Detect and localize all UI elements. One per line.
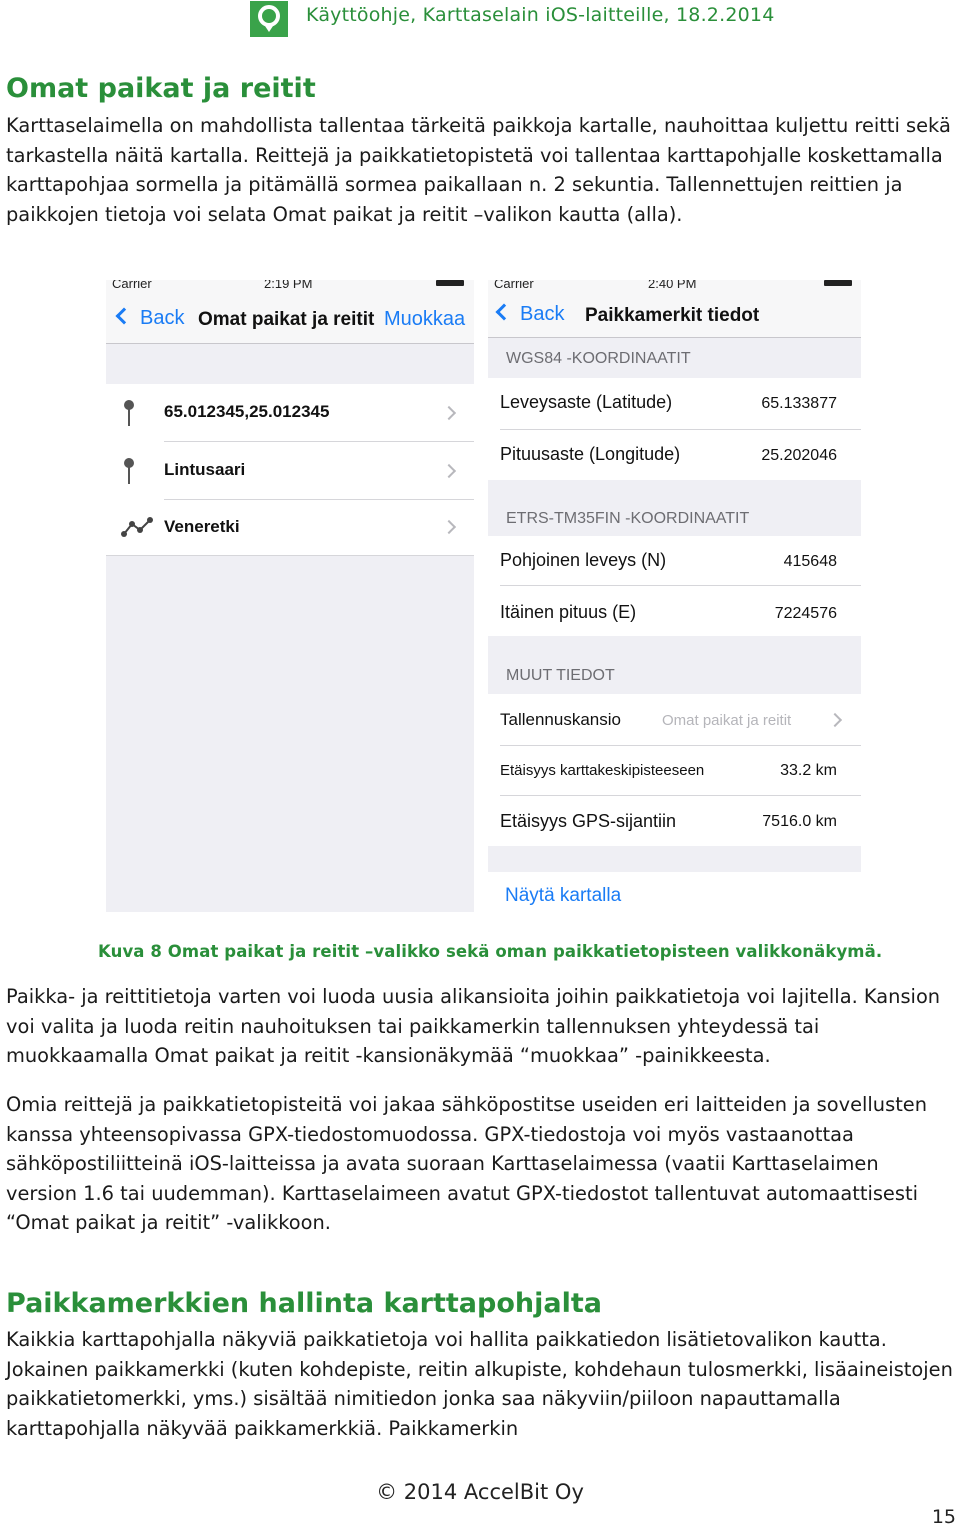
list-item-label: 65.012345,25.012345 <box>164 402 330 421</box>
route-icon <box>120 516 154 538</box>
detail-row-north <box>488 536 861 586</box>
detail-value: 65.133877 <box>761 395 837 412</box>
detail-row-folder[interactable] <box>488 694 861 746</box>
gpx-paragraph: Omia reittejä ja paikkatietopisteitä voi jakaa sähköpostitse useiden eri laitteiden ja sovellusten kanssa yhteensopivassa GPX-tiedostomuodossa. GPX-tiedostoja voi myös vastaanottaa sähköpostiliitteinä iOS-laitteissa ja avata suoraan Karttaselaimessa (vaatii Karttaselaimen version 1.6 tai uudemman). Karttaselaimeen avatut GPX-tiedostot tallentuvat automaattisesti “Omat paikat ja reitit” -valikkoon. <box>6 1093 928 1235</box>
figure-caption: Kuva 8 Omat paikat ja reitit –valikko sekä oman paikkatietopisteen valikkonäkymä. <box>98 942 883 961</box>
map-pin-logo-icon <box>250 1 288 37</box>
detail-row-east <box>488 586 861 636</box>
detail-label: Pituusaste (Longitude) <box>500 444 681 464</box>
detail-row-distance-center <box>488 746 861 796</box>
page-number: 15 <box>931 1506 956 1528</box>
detail-value: 33.2 km <box>780 762 837 779</box>
section-heading-omat-paikat: Omat paikat ja reitit <box>6 73 316 104</box>
battery-icon <box>436 280 464 286</box>
detail-value: 25.202046 <box>761 447 837 464</box>
folders-paragraph: Paikka- ja reittitietoja varten voi luoda uusia alikansioita joihin paikkatietoja voi lajitella. Kansion voi valita ja luoda reitin nauhoituksen tai paikkamerkin tallennuksen yhteydessä tai muokkaamalla Omat paikat ja reitit -kansionäkymää “muokkaa” -painikkeesta. <box>6 985 941 1068</box>
status-bar <box>488 280 861 292</box>
pin-icon <box>124 458 134 484</box>
list-item[interactable] <box>106 442 474 500</box>
section-header-wgs84: WGS84 -KOORDINAATIT <box>506 350 691 367</box>
pin-icon <box>124 400 134 426</box>
status-time: 2:19 PM <box>264 280 313 291</box>
detail-label: Leveysaste (Latitude) <box>500 392 673 412</box>
list-item-label: Lintusaari <box>164 460 246 479</box>
page-header <box>248 0 960 40</box>
footer-copyright: © 2014 AccelBit Oy <box>376 1480 584 1504</box>
list-item[interactable] <box>106 500 474 556</box>
section-header-bg <box>488 338 861 378</box>
section-spacer <box>488 846 861 872</box>
navbar <box>106 280 474 344</box>
placemark-paragraph: Kaikkia karttapohjalla näkyviä paikkatietoja voi hallita paikkatiedon lisätietovalikon kautta. Jokainen paikkamerkki (kuten kohdepiste, reitin alkupiste, kohdehaun tulosmerkki, lisäaineistojen paikkatietomerkki, yms.) sisältää nimitiedon jonka saa näkyviin/piiloon napauttamalla karttapohjalla näkyvää paikkamerkkiä. Paikkamerkin <box>6 1328 953 1440</box>
list-item[interactable] <box>106 384 474 442</box>
detail-label: Itäinen pituus (E) <box>500 602 637 622</box>
detail-label: Etäisyys karttakeskipisteeseen <box>500 762 705 779</box>
section-header-bg <box>488 480 861 536</box>
section-header-bg <box>488 636 861 694</box>
section-header-etrs: ETRS-TM35FIN -KOORDINAATIT <box>506 510 750 527</box>
nav-title: Omat paikat ja reitit <box>198 309 375 330</box>
detail-value: 415648 <box>783 553 837 570</box>
edit-button[interactable]: Muokkaa <box>384 308 466 330</box>
list-item-label: Veneretki <box>164 517 240 536</box>
battery-icon <box>824 280 852 286</box>
detail-label: Pohjoinen leveys (N) <box>500 550 667 570</box>
detail-row-latitude <box>488 378 861 430</box>
section-header-other: MUUT TIEDOT <box>506 667 615 684</box>
chevron-right-icon <box>828 713 842 727</box>
status-time: 2:40 PM <box>648 280 697 291</box>
back-button[interactable]: Back <box>498 303 564 326</box>
detail-label: Tallennuskansio <box>500 710 621 729</box>
chevron-right-icon <box>442 406 456 420</box>
status-bar <box>106 280 474 292</box>
navbar <box>488 280 861 338</box>
detail-label: Etäisyys GPS-sijantiin <box>500 811 677 831</box>
back-button[interactable]: Back <box>118 307 184 330</box>
detail-row-longitude <box>488 430 861 480</box>
carrier-label: Carrier <box>112 280 152 291</box>
nav-title: Paikkamerkit tiedot <box>585 305 760 326</box>
detail-value: 7516.0 km <box>762 813 837 830</box>
chevron-left-icon <box>496 304 513 321</box>
detail-value: 7224576 <box>774 605 837 622</box>
screenshot-placemark-details <box>488 280 861 910</box>
carrier-label: Carrier <box>494 280 534 291</box>
chevron-right-icon <box>442 520 456 534</box>
show-on-map-button[interactable]: Näytä kartalla <box>505 885 622 906</box>
document-title: Käyttöohje, Karttaselain iOS-laitteille, 18.2.2014 <box>306 4 775 26</box>
section-heading-paikkamerkit: Paikkamerkkien hallinta karttapohjalta <box>6 1288 602 1319</box>
detail-row-distance-gps <box>488 796 861 846</box>
screenshot-my-places-list <box>106 280 474 912</box>
chevron-left-icon <box>116 308 133 325</box>
intro-paragraph: Karttaselaimella on mahdollista tallentaa tärkeitä paikkoja kartalle, nauhoittaa kuljettu reitti sekä tarkastella näitä kartalla. Reittejä ja paikkatietopistetä voi tallentaa karttapohjalle koskettamalla karttapohjaa sormella ja pitämällä sormea paikallaan n. 2 sekuntia. Tallennettujen reittien ja paikkojen tietoja voi selata Omat paikat ja reitit –valikon kautta (alla). <box>6 114 951 226</box>
folder-value: Omat paikat ja reitit <box>662 712 792 729</box>
chevron-right-icon <box>442 464 456 478</box>
